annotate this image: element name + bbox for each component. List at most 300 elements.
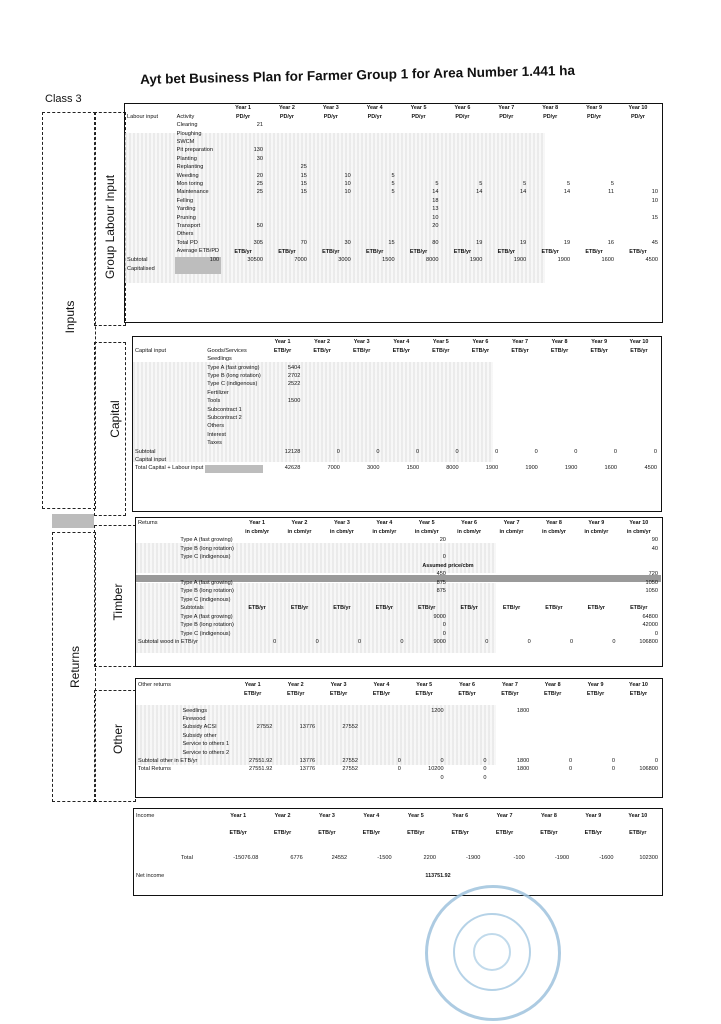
value-cell — [381, 381, 421, 389]
blank — [136, 716, 180, 724]
unit-header: ETB/yr — [502, 605, 521, 612]
value-cell — [309, 139, 353, 147]
value-cell — [309, 214, 353, 222]
value-cell — [353, 231, 397, 239]
value-cell — [616, 231, 660, 239]
below-value: 0 — [440, 774, 444, 781]
subtotal-value: 13776 — [299, 758, 316, 764]
blank — [134, 864, 179, 872]
subtotal-value: 9000 — [433, 639, 446, 646]
activity-row — [125, 239, 660, 247]
value-cell — [446, 724, 489, 732]
value-cell: 42000 — [642, 622, 658, 629]
blank — [527, 847, 571, 855]
price-cell — [575, 580, 617, 588]
other-label: Other — [111, 724, 125, 755]
subtotal-row — [136, 758, 660, 766]
value-cell — [302, 406, 342, 414]
blank — [527, 838, 571, 846]
value-cell — [381, 356, 421, 364]
subtotal-value: 4500 — [645, 257, 658, 264]
subtotal-wood-label: Subtotal wood in ETB/yr — [138, 639, 199, 646]
value-cell — [618, 554, 660, 562]
unit-header: ETB/yr — [590, 347, 608, 354]
year-header: Year 3 — [330, 681, 347, 688]
blank — [260, 838, 304, 846]
value-cell — [440, 130, 484, 138]
activity-name: Total PD — [176, 239, 198, 246]
blank — [438, 821, 482, 829]
value-cell — [440, 223, 484, 231]
year-header: Year 4 — [376, 519, 393, 526]
value-cell — [579, 390, 619, 398]
value-cell — [236, 631, 278, 639]
unit-header: ETB/yr — [353, 347, 371, 354]
unit-header: ETB/yr — [460, 605, 478, 612]
value-cell — [540, 390, 580, 398]
unit-header: ETB/yr — [329, 690, 348, 697]
value-cell — [446, 733, 489, 741]
value-cell — [353, 164, 397, 172]
year-header: Year 2 — [287, 681, 304, 688]
value-cell — [528, 231, 572, 239]
value-cell — [421, 373, 461, 381]
group-cell — [125, 122, 175, 130]
value-cell — [490, 631, 532, 639]
year-header: Year 8 — [551, 338, 568, 345]
value-cell — [363, 631, 405, 639]
return-name: Seedlings — [182, 707, 208, 714]
return-name: Firewood — [182, 716, 206, 723]
blank — [133, 381, 205, 389]
value-cell — [236, 622, 278, 630]
unit-header: ETB/yr — [584, 830, 602, 837]
goods-row — [133, 356, 659, 364]
value-cell — [579, 406, 619, 414]
value-cell — [440, 214, 484, 222]
year-header: Year 3 — [353, 338, 370, 345]
value-cell — [531, 749, 574, 757]
value-cell: 5 — [523, 181, 527, 187]
value-cell — [360, 716, 403, 724]
below-value — [231, 775, 274, 783]
price-cell — [321, 571, 363, 579]
blank — [136, 588, 178, 596]
value-cell — [302, 398, 342, 406]
price-row — [136, 596, 660, 604]
goods-row — [133, 390, 659, 398]
value-cell — [572, 139, 616, 147]
value-cell: 10 — [344, 181, 351, 187]
year-header: Year 9 — [588, 519, 605, 526]
price-cell — [278, 596, 320, 604]
unit-header: ETB/yr — [365, 248, 384, 255]
group-cell — [125, 189, 175, 197]
year-header: Year 10 — [628, 104, 648, 111]
value-cell — [302, 381, 342, 389]
value-cell — [574, 733, 617, 741]
value-cell — [381, 423, 421, 431]
value-cell — [500, 364, 540, 372]
unit-header: ETB/yr — [322, 248, 340, 255]
document-title: Ayt bet Business Plan for Farmer Group 1 for Area Number 1.441 ha — [140, 62, 576, 87]
unit-header: ETB/yr — [586, 690, 605, 697]
year-header: Year 8 — [544, 681, 561, 688]
total-value: -15076.08 — [233, 855, 259, 862]
value-cell — [236, 537, 278, 545]
blank — [178, 519, 235, 528]
price-cell: 875 — [436, 579, 446, 586]
subtotal-value: 0 — [612, 639, 616, 646]
value-cell: 20 — [439, 537, 446, 544]
unit-header: ETB/yr — [550, 347, 569, 354]
subtotal-wood-row — [136, 639, 660, 647]
blank — [133, 373, 205, 381]
value-cell — [619, 364, 659, 372]
subtotal-value: 0 — [400, 639, 404, 646]
unit-header: ETB/yr — [471, 347, 490, 354]
value-cell — [531, 707, 574, 715]
value-cell — [488, 716, 531, 724]
goods-row — [133, 373, 659, 381]
blank — [136, 571, 178, 579]
value-cell — [500, 423, 540, 431]
value-cell — [397, 172, 441, 180]
value-cell — [540, 356, 580, 364]
year-header: Year 5 — [410, 104, 427, 111]
blank — [179, 864, 216, 872]
value-cell — [265, 198, 309, 206]
net-income-label: Net income — [136, 872, 165, 879]
blank — [438, 847, 482, 855]
value-cell — [448, 545, 490, 553]
value-cell — [381, 440, 421, 448]
blank — [136, 775, 180, 783]
value-cell — [500, 432, 540, 440]
value-cell: 13 — [432, 206, 439, 213]
blank — [136, 690, 180, 699]
value-cell — [579, 398, 619, 406]
subtotal-label: Subtotal — [135, 448, 156, 455]
value-cell — [572, 122, 616, 130]
blank — [179, 838, 216, 846]
value-cell: 5 — [435, 181, 439, 187]
value-cell — [302, 423, 342, 431]
price-cell — [406, 596, 448, 604]
value-cell — [616, 156, 660, 164]
value-cell: 10 — [651, 189, 658, 196]
value-cell — [421, 356, 461, 364]
value-cell — [616, 206, 660, 214]
total-value: -100 — [513, 855, 525, 862]
value-cell — [309, 206, 353, 214]
goods-row — [133, 423, 659, 431]
value-cell — [617, 733, 660, 741]
value-cell — [484, 164, 528, 172]
value-cell — [317, 749, 360, 757]
cost-header-row — [125, 248, 660, 257]
year-header: Year 2 — [274, 812, 291, 819]
value-cell — [572, 164, 616, 172]
price-cell: 720 — [648, 571, 658, 578]
blank — [446, 699, 489, 707]
timber-table — [136, 519, 660, 647]
value-cell — [221, 139, 265, 147]
value-cell — [342, 423, 382, 431]
class-label: Class 3 — [45, 93, 82, 105]
year-header: Year 7 — [501, 681, 518, 688]
value-cell: 21 — [256, 122, 263, 129]
year-header: Year 9 — [587, 681, 604, 688]
value-cell — [616, 147, 660, 155]
unit-header: PD/yr — [630, 113, 646, 120]
unit-header: ETB/yr — [453, 248, 472, 255]
blank — [205, 465, 262, 473]
blank — [260, 864, 304, 872]
value-cell — [363, 537, 405, 545]
unit-header: in cbm/yr — [372, 528, 397, 535]
activity-row — [125, 139, 660, 147]
group-cell — [125, 172, 175, 180]
blank — [133, 398, 205, 406]
unit-header: ETB/yr — [278, 248, 296, 255]
unit-header: ETB/yr — [273, 830, 292, 837]
col1-header: Capital input — [135, 347, 167, 354]
price-cell — [321, 588, 363, 596]
unit-header: ETB/yr — [544, 690, 562, 697]
value-cell — [540, 406, 580, 414]
value-cell — [500, 415, 540, 423]
value-cell — [321, 537, 363, 545]
activity-name: Transport — [176, 222, 201, 229]
type-name: Type B (long rotation) — [180, 545, 234, 552]
price-cell — [448, 596, 490, 604]
year-header: Year 1 — [274, 338, 291, 345]
value-cell — [317, 707, 360, 715]
blank — [180, 690, 231, 699]
value-cell — [490, 545, 532, 553]
value-cell: 80 — [432, 239, 439, 246]
value-cell: 10 — [344, 172, 351, 179]
value-cell: 14 — [432, 189, 439, 196]
value-cell: 50 — [256, 222, 263, 229]
value-cell — [231, 733, 274, 741]
income-table — [134, 812, 660, 881]
return-name: Subsidy ACSI — [182, 724, 217, 731]
col1-header: Income — [136, 812, 155, 819]
value-cell — [231, 707, 274, 715]
value-cell — [263, 423, 303, 431]
value-cell — [421, 406, 461, 414]
value-cell — [360, 741, 403, 749]
total-value: 1900 — [525, 465, 538, 472]
value-cell — [403, 724, 446, 732]
blank — [133, 415, 205, 423]
price-cell — [363, 596, 405, 604]
value-cell — [360, 749, 403, 757]
price-cell — [575, 571, 617, 579]
value-cell — [381, 390, 421, 398]
value-cell — [309, 147, 353, 155]
value-cell — [574, 741, 617, 749]
price-cell — [278, 571, 320, 579]
value-cell — [533, 545, 575, 553]
price-cell — [448, 571, 490, 579]
activity-name: Mon toring — [176, 181, 204, 187]
blank — [394, 838, 438, 846]
value-cell — [309, 122, 353, 130]
col2-header: Activity — [176, 113, 195, 120]
value-cell — [484, 156, 528, 164]
value-cell — [236, 554, 278, 562]
value-cell — [617, 707, 660, 715]
subtotal-value: 0 — [397, 758, 401, 764]
year-header: Year 2 — [314, 338, 331, 345]
blank — [616, 821, 660, 829]
value-cell — [619, 415, 659, 423]
value-cell — [353, 206, 397, 214]
value-cell — [619, 373, 659, 381]
blank — [134, 838, 179, 846]
below-row — [136, 775, 660, 783]
below-value — [574, 775, 617, 783]
year-header: Year 6 — [459, 681, 475, 688]
value-cell — [484, 172, 528, 180]
unit-header: PD/yr — [543, 113, 558, 120]
value-cell — [446, 707, 489, 715]
value-cell — [221, 130, 265, 138]
value-cell — [461, 415, 501, 423]
total-value: 1600 — [604, 465, 617, 472]
value-cell — [353, 156, 397, 164]
unit-header: in cbm/yr — [287, 528, 312, 535]
other-row — [136, 733, 660, 741]
blank — [302, 457, 342, 465]
value-cell — [616, 181, 660, 189]
unit-header: ETB/yr — [630, 347, 648, 354]
value-cell — [540, 432, 580, 440]
value-cell — [616, 122, 660, 130]
below-value — [531, 775, 574, 783]
value-cell: 45 — [651, 239, 658, 246]
value-cell — [440, 156, 484, 164]
goods-row — [133, 440, 659, 448]
unit-header: in cbm/yr — [414, 528, 439, 535]
value-cell — [274, 733, 317, 741]
value-cell — [440, 147, 484, 155]
value-cell — [278, 622, 320, 630]
unit-header: ETB/yr — [244, 690, 262, 697]
value-cell — [531, 741, 574, 749]
value-cell: 0 — [442, 622, 446, 629]
activity-row — [125, 214, 660, 222]
blank — [500, 457, 540, 465]
blank — [179, 847, 216, 855]
blank — [527, 864, 571, 872]
blank — [265, 265, 309, 273]
value-cell — [448, 622, 490, 630]
value-cell: 16 — [607, 239, 614, 246]
value-cell — [461, 440, 501, 448]
unit-header: PD/yr — [323, 113, 338, 120]
other-row — [136, 724, 660, 732]
unit-header: PD/yr — [455, 113, 470, 120]
subtotal-value: 0 — [653, 448, 657, 455]
value-cell — [342, 432, 382, 440]
type-name: Type A (fast growing) — [180, 537, 233, 544]
blank — [421, 457, 461, 465]
unit-header: ETB/yr — [407, 830, 425, 837]
total-value: 2200 — [423, 855, 436, 862]
value-cell — [353, 147, 397, 155]
price-cell: 450 — [436, 571, 446, 578]
value-cell — [575, 631, 617, 639]
value-cell — [461, 364, 501, 372]
value-cell — [619, 432, 659, 440]
unit-header: PD/yr — [235, 113, 251, 120]
value-cell: 20 — [432, 222, 439, 229]
value-cell — [533, 614, 575, 622]
total-value: -1900 — [554, 855, 570, 862]
unit-header: ETB/yr — [495, 830, 514, 837]
goods-row — [133, 415, 659, 423]
subtotal-value: 8000 — [426, 257, 439, 264]
subtotals-label: Subtotals — [180, 605, 204, 612]
blank — [438, 838, 482, 846]
value-cell — [440, 231, 484, 239]
year-header: Year 10 — [628, 812, 648, 819]
value-row — [136, 622, 660, 630]
blank — [482, 847, 526, 855]
value-cell — [406, 545, 448, 553]
year-header: Year 2 — [291, 519, 308, 526]
blank — [616, 838, 660, 846]
value-cell: 14 — [476, 189, 483, 196]
blank — [616, 265, 660, 273]
activity-row — [125, 147, 660, 155]
other-row — [136, 707, 660, 715]
year-header: Year 8 — [540, 812, 557, 819]
blank — [349, 821, 393, 829]
unit-header: ETB/yr — [418, 605, 436, 612]
other-row — [136, 716, 660, 724]
value-cell — [572, 156, 616, 164]
separator-bar — [52, 514, 94, 528]
price-cell — [236, 571, 278, 579]
year-header: Year 4 — [366, 104, 383, 111]
blank — [571, 847, 615, 855]
value-cell — [488, 724, 531, 732]
total-value: 106800 — [639, 766, 658, 773]
blank — [133, 356, 205, 364]
subtotal-value: 7000 — [294, 257, 307, 264]
value-cell — [484, 122, 528, 130]
value-cell — [317, 733, 360, 741]
total-row — [136, 766, 660, 774]
price-row — [136, 580, 660, 588]
blank — [461, 457, 501, 465]
blank — [136, 605, 178, 614]
value-cell — [381, 398, 421, 406]
value-cell — [302, 364, 342, 372]
price-cell — [236, 580, 278, 588]
value-cell — [302, 373, 342, 381]
year-header: Year 6 — [452, 812, 469, 819]
value-cell — [440, 164, 484, 172]
value-cell: 5 — [391, 181, 395, 187]
blank — [133, 338, 205, 347]
returns-label: Returns — [68, 645, 82, 689]
